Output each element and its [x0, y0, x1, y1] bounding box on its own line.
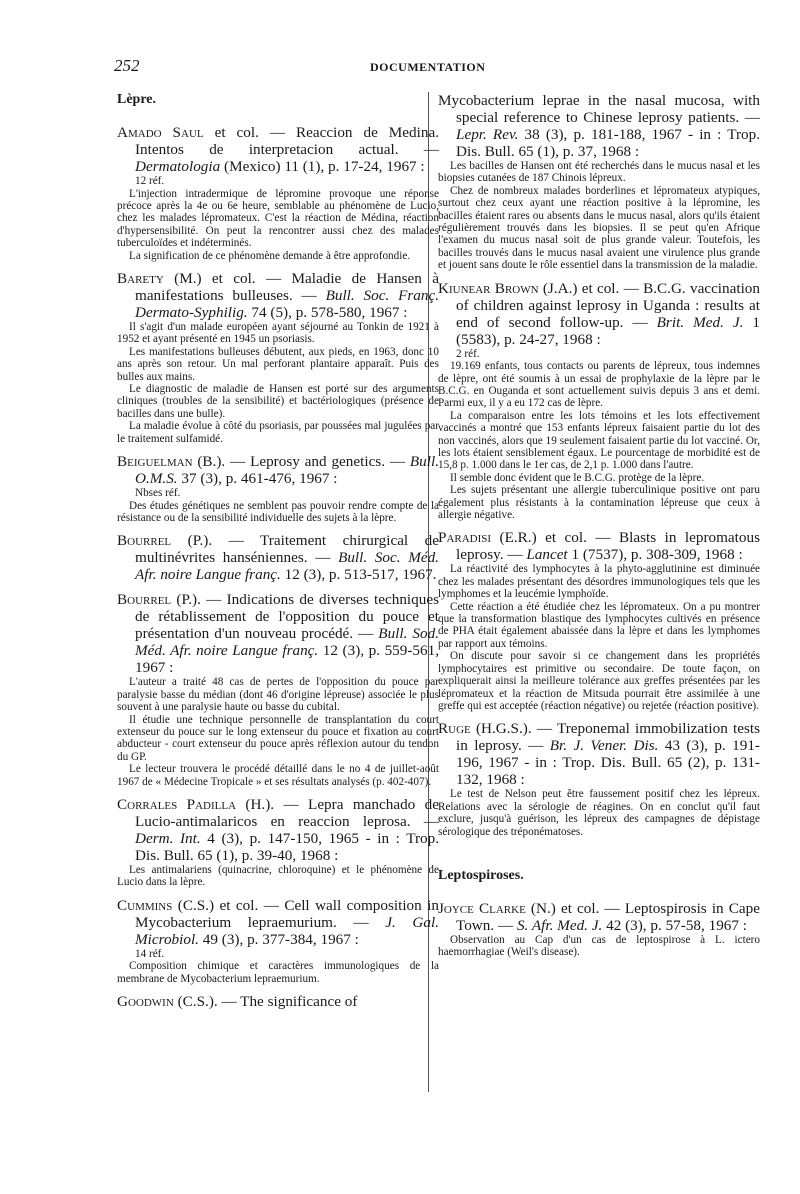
entry-abstract-paragraph: L'auteur a traité 48 cas de pertes de l'opposition du pouce par paralysie basse du médian (dont 46 d'origine lépreuse) associée le plus souvent à une paralysie haute ou basse du cubital.: [117, 676, 439, 714]
entry-details: 49 (3), p. 377-384, 1967 :: [198, 930, 359, 948]
entry-citation: [438, 720, 760, 788]
section-title-leptospiroses: Leptospiroses.: [438, 867, 524, 883]
page-number: 252: [114, 56, 140, 75]
entry-author: Kiunear Brown: [438, 279, 539, 297]
bibliography-entry: [117, 453, 439, 524]
entry-details: 1 (5583), p. 24-27, 1968 :: [456, 313, 761, 348]
entry-title: (M.) et col. — Maladie de Hansen à manifestations bulleuses. —: [135, 269, 439, 304]
entry-title: (H.G.S.). — Treponemal immobilization tests in leprosy. —: [456, 720, 760, 755]
entry-journal: J. Gal. Microbiol.: [135, 913, 439, 948]
entry-title: (H.). — Lepra manchado de Lucio-antimalaricos en reaccion leprosa. —: [135, 795, 439, 830]
entry-journal: Lepr. Rev.: [456, 126, 519, 143]
entry-details: 42 (3), p. 57-58, 1967 :: [602, 916, 748, 934]
entry-author: Joyce Clarke: [438, 899, 526, 917]
entry-journal: Br. J. Vener. Dis.: [549, 737, 659, 755]
bibliography-entry: [117, 993, 439, 1010]
entry-details: 38 (3), p. 181-188, 1967 - in : Trop. Dis. Bull. 65 (1), p. 37, 1968 :: [456, 126, 761, 160]
entry-title: (P.). — Indications de diverses techniques de rétablissement de l'opposition du pouce et présentation d'un nouveau procédé. —: [135, 591, 439, 643]
entry-abstract-paragraph: Chez de nombreux malades borderlines et lépromateux atypiques, surtout chez ceux ayant une réaction positive à la lépromine, les bacilles étaient rares ou absents dans le mucus nasal, alors qu'ils étaient régulièrement trouvés dans les biopsies. Il se peut qu'en Afrique l'examen du mucus nasal soit de plus grande valeur. Toutefois, les bacilles trouvés dans le mucus nasal avaient une virulence plus grande et jouent sans doute le rôle essentiel dans la transmission de la maladie.: [438, 184, 760, 272]
entry-details: (Mexico) 11 (1), p. 17-24, 1967 :: [220, 158, 425, 175]
entry-author: Goodwin: [117, 993, 174, 1011]
entry-abstract-paragraph: Les antimalariens (quinacrine, chloroquine) et le phénomène de Lucio dans la lèpre.: [117, 863, 439, 889]
entry-author: Ruge: [438, 720, 471, 738]
entry-journal: Bull. Sod. Méd. Afr. noire Langue franç.: [135, 625, 439, 660]
entry-journal: Bull. Soc. Méd. Afr. noire Langue franç.: [135, 549, 439, 584]
entry-author: Bourrel: [117, 591, 172, 609]
section-title-lepre: Lèpre.: [117, 92, 157, 107]
entry-abstract-paragraph: Observation au Cap d'un cas de leptospirose à L. ictero haemorrhagiae (Weil's disease).: [438, 933, 760, 959]
entry-citation: [117, 124, 439, 175]
entry-details: 12 (3), p. 513-517, 1967.: [280, 566, 437, 584]
entry-author: Amado Saul: [117, 124, 204, 141]
entry-ref-count: 14 réf.: [135, 947, 165, 960]
entry-abstract-paragraph: Les bacilles de Hansen ont été recherchés dans le mucus nasal et les biopsies cutanées de 187 Chinois lépreux.: [438, 160, 760, 185]
entry-details: 1 (7537), p. 308-309, 1968 :: [567, 546, 743, 564]
running-title: DOCUMENTATION: [370, 60, 486, 74]
entry-abstract-paragraph: La maladie évolue à côté du psoriasis, par poussées mal jugulées par le traitement sulfamidé.: [117, 420, 439, 445]
entry-abstract-paragraph: Les manifestations bulleuses débutent, aux pieds, en 1963, donc 10 ans après son retour. Un mal perforant plantaire apparaît. Puis des bulles aux mains.: [117, 345, 439, 383]
entry-abstract-paragraph: La réactivité des lymphocytes à la phyto-agglutinine est diminuée chez les malades présentant des désordres immunologiques tels que les lymphomes et la leucémie lymphoïde.: [438, 563, 760, 601]
entry-abstract-paragraph: Composition chimique et caractères immunologiques de la membrane de Mycobacterium lepraemurium.: [117, 960, 439, 985]
entry-journal: Derm. Int.: [135, 829, 201, 847]
bibliography-entry: [438, 529, 760, 712]
entry-citation: [438, 280, 760, 348]
bibliography-entry: [438, 92, 760, 272]
bibliography-entry: [117, 270, 439, 445]
entry-title: (E.R.) et col. — Blasts in lepromatous leprosy. —: [456, 529, 760, 564]
entry-author: Barety: [117, 269, 164, 287]
entry-journal: Lancet: [526, 546, 568, 564]
entry-citation: [117, 796, 439, 864]
entry-abstract-paragraph: Il s'agit d'un malade européen ayant séjourné au Tonkin de 1921 à 1952 et ayant présenté en 1945 un psoriasis.: [117, 320, 439, 346]
entry-journal: Bull. O.M.S.: [135, 453, 439, 487]
entry-citation: [117, 591, 439, 676]
entry-ref-count: 12 réf.: [135, 175, 165, 187]
entry-abstract-paragraph: Le test de Nelson peut être faussement positif chez les lépreux. Relations avec la sérologie de réagines. On en conclut qu'il faut exclure, jusqu'à guérison, les lépreux des campagnes de dépistage sérologique des tréponématoses.: [438, 788, 760, 838]
entry-ref-count: 2 réf.: [456, 347, 480, 360]
entry-abstract-paragraph: L'injection intradermique de lépromine provoque une réponse précoce après la 4e ou 6e heure, semblable au phénomène de Lucio, chez les malades lépromateux. C'est la réaction de Médina, réaction d'hypersensibilité. On peut la rencontrer aussi chez des malades tuberculoïdes et indéterminés.: [117, 187, 439, 250]
entry-title: Mycobacterium leprae in the nasal mucosa, with special reference to Chinese leprosy patients. —: [438, 92, 760, 126]
entry-citation: [117, 270, 439, 321]
entry-list: [438, 92, 760, 838]
entry-details: 74 (5), p. 578-580, 1967 :: [247, 303, 408, 321]
entry-journal: S. Afr. Med. J.: [516, 916, 603, 934]
entry-abstract-paragraph: Les sujets présentant une allergie tuberculinique positive ont paru également plus résistants à la contamination lépreuse que ceux à allergie négative.: [438, 484, 760, 522]
bibliography-entry: [117, 796, 439, 889]
entry-title: (C.S.). — The significance of: [173, 993, 358, 1011]
entry-author: Corrales Padilla: [117, 795, 237, 813]
entry-author: Bourrel: [117, 532, 172, 550]
right-column: [438, 92, 760, 967]
entry-citation: [438, 529, 760, 563]
entry-author: Paradisi: [438, 529, 492, 547]
entry-citation: [438, 92, 760, 160]
entry-title: (C.S.) et col. — Cell wall composition in Mycobacterium lepraemurium. —: [135, 896, 439, 931]
entry-title: et col. — Reaccion de Medina. Intentos de interpretacion actual. —: [135, 124, 439, 158]
entry-citation: [117, 453, 439, 487]
entry-journal: Dermatologia: [135, 158, 221, 175]
bibliography-entry: [117, 532, 439, 583]
left-column: [117, 92, 439, 1018]
entry-abstract-paragraph: Des études génétiques ne semblent pas pouvoir rendre compte de la résistance ou de la sensibilité individuelle des sujets à la lèpre.: [117, 499, 439, 524]
entry-list: [438, 900, 760, 959]
entry-citation: [438, 900, 760, 934]
bibliography-entry: [117, 591, 439, 788]
entry-journal: Brit. Med. J.: [656, 313, 744, 331]
entry-ref-count: Nbses réf.: [135, 487, 181, 499]
entry-abstract-paragraph: Le diagnostic de maladie de Hansen est porté sur des arguments cliniques (troubles de la sensibilité) et bactériologiques (présence de bacilles dans une bulle).: [117, 382, 439, 420]
bibliography-entry: [438, 720, 760, 838]
entry-title: (J.A.) et col. — B.C.G. vaccination of children against leprosy in Uganda : results at end of second follow-up. —: [456, 279, 760, 331]
bibliography-entry: [438, 280, 760, 522]
entry-citation: [117, 897, 439, 948]
entry-list: [117, 124, 439, 1010]
entry-journal: Bull. Soc. Franç. Dermato-Syphilig.: [135, 286, 439, 321]
entry-details: 4 (3), p. 147-150, 1965 - in : Trop. Dis. Bull. 65 (1), p. 39-40, 1968 :: [135, 829, 439, 864]
entry-details: 43 (3), p. 191-196, 1967 - in : Trop. Dis. Bull. 65 (2), p. 131-132, 1968 :: [456, 737, 760, 789]
entry-details: 37 (3), p. 461-476, 1967 :: [177, 470, 338, 487]
entry-abstract-paragraph: 19.169 enfants, tous contacts ou parents de lépreux, tous indemnes de lèpre, ont été soumis à un essai de prophylaxie de la lèpre par le B.C.G. en Ouganda et sont actuellement suivis depuis 3 ans et demi. Parmi eux, il y a eu 172 cas de lèpre.: [438, 360, 760, 410]
entry-title: (P.). — Traitement chirurgical de multinévrites hanséniennes. —: [135, 532, 439, 567]
entry-abstract-paragraph: La comparaison entre les lots témoins et les lots effectivement vaccinés a montré que 153 enfants lépreux faisaient partie du lot des non vaccinés, alors que 19 seulement faisaient partie du lot vacciné. Or, les lots étaient sensiblement égaux. Le pourcentage de morbidité est de 15,8 p. 1.000 dans le 1er cas, de 2,1 p. 1.000 dans l'autre.: [438, 409, 760, 472]
entry-abstract-paragraph: Il étudie une technique personnelle de transplantation du court extenseur du pouce sur le long extenseur du pouce et fixation au court abducteur - court extenseur du pouce après réflexion autour du tendon du GP.: [117, 713, 439, 763]
entry-abstract-paragraph: Il semble donc évident que le B.C.G. protège de la lèpre.: [450, 471, 705, 484]
entry-citation: [117, 993, 439, 1010]
entry-author: Cummins: [117, 896, 173, 914]
entry-abstract-paragraph: Le lecteur trouvera le procédé détaillé dans le no 4 de juillet-août 1967 de « Médecine Tropicale » et ses résultats analysés (p. 402-407).: [117, 763, 439, 788]
bibliography-entry: [117, 124, 439, 262]
entry-abstract-paragraph: La signification de ce phénomène demande à être approfondie.: [129, 249, 411, 262]
entry-details: 12 (3), p. 559-561, 1967 :: [135, 642, 439, 677]
entry-citation: [117, 532, 439, 583]
bibliography-entry: [438, 900, 760, 959]
entry-abstract-paragraph: Cette réaction a été étudiée chez les lépromateux. On a pu montrer que la transformation blastique des lymphocytes cultivés en présence de PHA était également abaissée dans la lèpre et dans les lymphomes par rapport aux témoins.: [438, 600, 760, 650]
entry-title: (B.). — Leprosy and genetics. —: [192, 453, 410, 470]
bibliography-entry: [117, 897, 439, 985]
entry-title: (N.) et col. — Leptospirosis in Cape Town. —: [456, 899, 760, 934]
entry-abstract-paragraph: On discute pour savoir si ce changement dans les propriétés lymphocytaires est primitive ou secondaire. De toute façon, on expliquerait ainsi la meilleure tolérance aux greffes présentées par les lépromateux et la réaction de Mitsuda pourrait être assimilée à une greffe qui est acceptée (réaction négative) ou rejetée (réaction positive).: [438, 650, 760, 712]
entry-author: Beiguelman: [117, 453, 193, 470]
